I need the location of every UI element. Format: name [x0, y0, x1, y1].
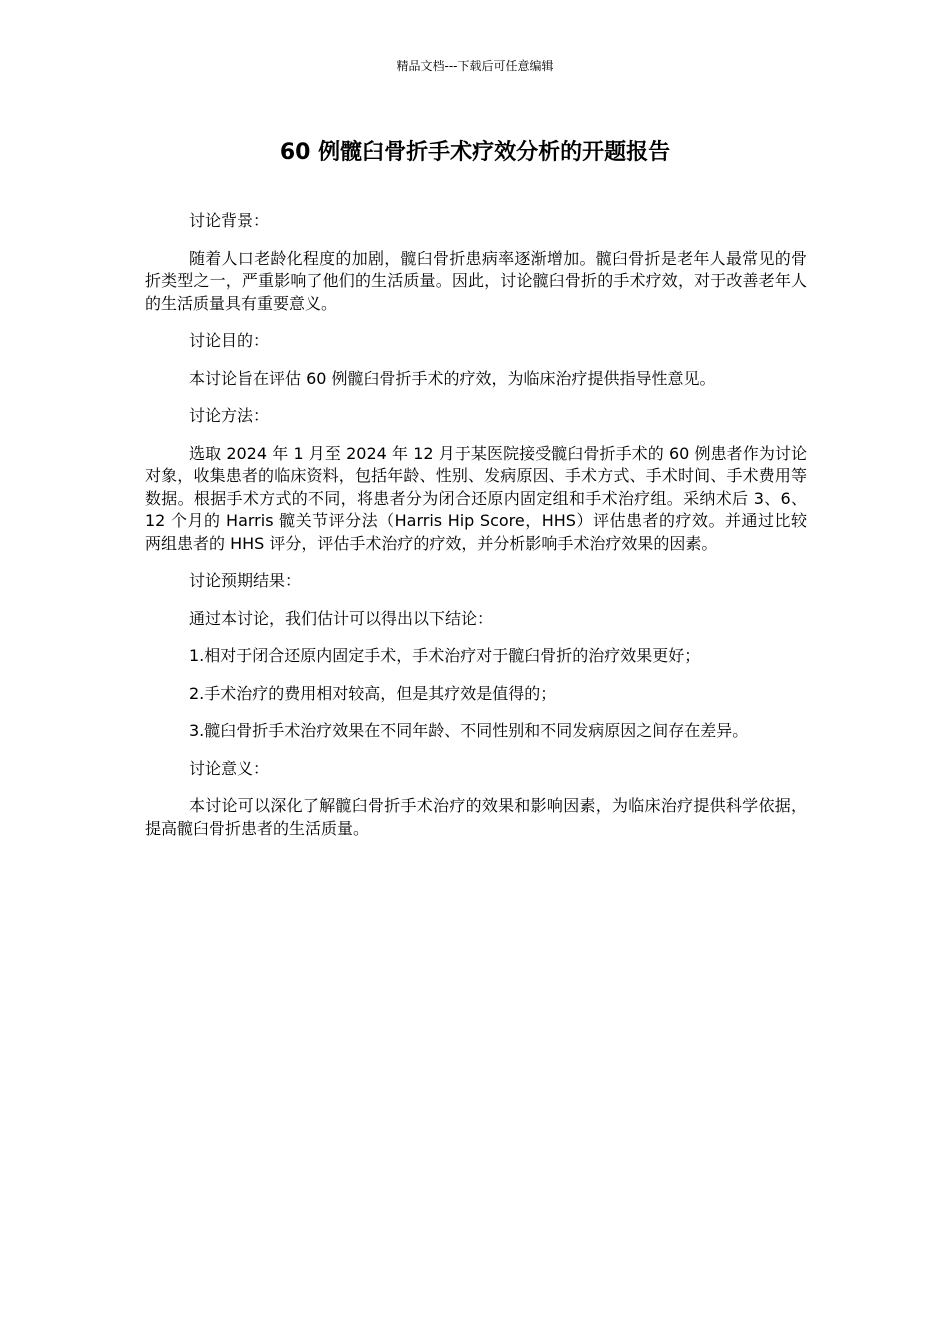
paragraph-expected-intro: 通过本讨论，我们估计可以得出以下结论：: [189, 608, 494, 628]
heading-purpose: 讨论目的：: [189, 331, 270, 350]
heading-background: 讨论背景：: [189, 211, 270, 230]
document-title: 60 例髋臼骨折手术疗效分析的开题报告: [279, 140, 671, 165]
result-item-1: 1.相对于闭合还原内固定手术，手术治疗对于髋臼骨折的治疗效果更好；: [189, 646, 701, 665]
document-body: [145, 210, 807, 855]
paragraph-background: 随着人口老龄化程度的加剧，髋臼骨折患病率逐渐增加。髋臼骨折是老年人最常见的骨折类型之一，严重影响了他们的生活质量。因此，讨论髋臼骨折的手术疗效，对于改善老年人的生活质量具有重要意义。: [145, 248, 807, 313]
result-item-3: 3.髋臼骨折手术治疗效果在不同年龄、不同性别和不同发病原因之间存在差异。: [189, 721, 749, 740]
header-note: 精品文档---下载后可任意编辑: [396, 59, 554, 73]
heading-expected-results: 讨论预期结果：: [189, 571, 302, 590]
paragraph-method: 选取 2024 年 1 月至 2024 年 12 月于某医院接受髋臼骨折手术的 60 例患者作为讨论对象，收集患者的临床资料，包括年龄、性别、发病原因、手术方式、手术时间、手术费用等数据。根据手术方式的不同，将患者分为闭合还原内固定组和手术治疗组。采纳术后 3、6、12 个月的 Harris 髋关节评分法（Harris Hip Score，HHS）评估患者的疗效。并通过比较两组患者的 HHS 评分，评估手术治疗的疗效，并分析影响手术治疗效果的因素。: [145, 443, 807, 553]
heading-method: 讨论方法：: [189, 406, 270, 425]
result-item-2: 2.手术治疗的费用相对较高，但是其疗效是值得的；: [189, 683, 557, 703]
paragraph-significance: 本讨论可以深化了解髋臼骨折手术治疗的效果和影响因素，为临床治疗提供科学依据，提高髋臼骨折患者的生活质量。: [145, 796, 807, 838]
paragraph-purpose: 本讨论旨在评估 60 例髋臼骨折手术的疗效，为临床治疗提供指导性意见。: [189, 368, 716, 388]
heading-significance: 讨论意义：: [189, 758, 270, 778]
